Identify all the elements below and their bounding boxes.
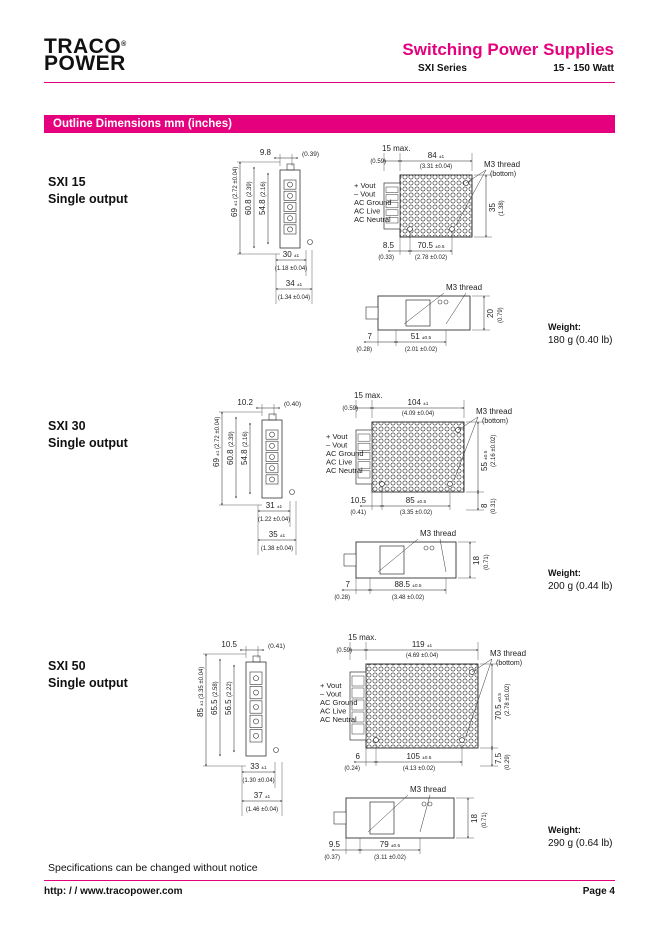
ground-screw-icon [274,748,279,753]
dimension-inch: (4.09 ±0.04) [401,411,435,417]
dimension-inch: (0.31) [491,498,497,514]
tolerance: ±1 [200,700,205,706]
dimension-value: 7 [345,580,350,589]
pin-label: + Vout [320,681,342,690]
tolerance: ±1 [423,402,429,407]
dimension-value: 84 ±1 [427,151,445,160]
dimension-inch: (1.46 ±0.04) [245,807,279,813]
side-body [356,542,456,578]
dimension-inch: (1.22 ±0.04) [257,517,291,523]
dimension-inch: (2.22) [227,681,233,697]
dimension-inch: (0.28) [356,347,372,353]
mounting-hole-icon [374,738,379,743]
ground-screw-icon [290,490,295,495]
pin-label: + Vout [354,181,376,190]
dimension-value: 69 ±1 [230,200,239,217]
pin-label: AC Ground [326,449,364,458]
dimension-value: 119 ±1 [411,640,433,649]
dimension-inch: (2.58) [213,681,219,697]
dimension-value: 34 ±1 [285,279,303,288]
dimension-value: 31 ±1 [265,501,283,510]
dimension-inch: (0.41) [350,510,366,516]
weight-value: 290 g (0.64 lb) [548,838,613,849]
section-title: Outline Dimensions mm (inches) [44,115,615,133]
tolerance: ±1 [279,534,286,539]
series-label: SXI Series [418,63,467,74]
dimension-value: 8.5 [382,241,394,250]
dimension-value: 54.8 [240,449,249,465]
dimension-inch: (0.71) [482,812,488,828]
tolerance: ±1 [234,200,239,206]
pin-label: + Vout [326,432,348,441]
dimension-inch: (1.38 ±0.04) [260,546,294,552]
dimension-value: 20 [486,309,495,318]
dimension-value: 104 ±1 [407,398,429,407]
dimension-value: 7.5 [494,752,503,764]
logo-line-1: TRACO [44,35,122,58]
dimension-value: 60.8 [226,449,235,465]
dimension-inch: (0.28) [334,595,350,601]
dimension-inch: (4.13 ±0.02) [402,766,436,772]
dimension-value: 10.2 [237,398,253,407]
mounting-hole-icon [380,482,385,487]
dimension-value: 9.8 [259,148,271,157]
dimension-inch: (0.59) [370,159,386,165]
pin-label: – Vout [354,189,376,199]
tolerance: ±0.5 [498,692,503,703]
dimension-value: 85 ±0.5 [405,496,427,505]
pin-label: – Vout [326,440,348,450]
thread-label: M3 thread [484,160,521,169]
dimension-value: 105 ±0.5 [406,752,432,761]
model-subtitle: Single output [48,192,128,206]
tolerance: ±1 [261,766,267,771]
dimension-value: 15 max. [382,144,411,153]
dimension-value: 79 ±0.5 [379,840,401,849]
thread-label: M3 thread [490,649,527,658]
dimension-inch: (3.11 ±0.02) [374,855,406,861]
top-cover [366,664,478,748]
thread-label: M3 thread [446,283,483,292]
wattage-range: 15 - 150 Watt [553,63,614,74]
dimension-inch: (1.30 ±0.04) [242,778,275,784]
dimension-inch: (2.39) [247,181,253,197]
tolerance: ±0.5 [422,756,432,761]
pin-label: AC Live [320,706,347,716]
dimension-value: 35 [488,203,497,212]
drawing-sxi50 [196,633,526,861]
model-name: SXI 15 [48,175,86,189]
front-tab [253,656,260,662]
drawing-sxi15 [230,144,520,353]
side-body [378,296,470,330]
website-link[interactable]: http: / / www.tracopower.com [44,886,183,897]
dimension-inch: (3.35 ±0.04) [199,666,205,699]
logo-line-2: POWER [44,52,126,75]
model-name: SXI 30 [48,419,86,433]
dimension-inch: (2.01 ±0.02) [404,347,438,353]
dimension-value: 51 ±0.5 [410,332,432,341]
dimension-inch: (2.16 ±0.02) [491,434,497,467]
thread-label: M3 thread [476,407,513,416]
dimension-inch: (1.34 ±0.04) [277,295,311,301]
dimension-inch: (0.59) [336,648,352,654]
dimension-inch: (2.16) [261,181,267,197]
dimension-value: 35 ±1 [268,530,286,539]
tolerance: ±1 [296,283,303,288]
dimension-inch: (0.40) [284,401,301,408]
footnote: Specifications can be changed without notice [48,862,258,874]
front-body [280,170,300,248]
dimension-inch: (0.71) [484,554,490,570]
dimension-value: 8 [480,503,489,508]
dimension-inch: (0.29) [505,754,511,770]
dimension-value: 10.5 [221,640,237,649]
dimension-inch: (3.35 ±0.02) [399,510,433,516]
dimension-value: 30 ±1 [282,250,300,259]
model-name: SXI 50 [48,659,86,673]
dimension-value: 37 ±1 [253,791,271,800]
mounting-hole-icon [408,227,413,232]
dimension-value: 70.5 ±0.5 [494,692,503,720]
side-connector [366,307,378,319]
pin-label: – Vout [320,689,342,699]
side-connector [334,812,346,824]
dimension-inch: (3.31 ±0.04) [419,164,453,170]
model-subtitle: Single output [48,436,128,450]
front-tab [287,164,294,170]
dimension-value: 54.8 [258,199,267,215]
dimension-inch: (2.16) [243,431,249,447]
dimension-inch: (0.59) [342,406,358,412]
dimension-value: 65.5 [210,699,219,715]
pin-label: AC Live [326,457,353,467]
dimension-inch: (0.37) [324,855,340,861]
tolerance: ±1 [264,795,271,800]
dimension-inch: (0.41) [268,643,285,650]
dimension-inch: (2.72 ±0.04) [233,166,239,199]
pin-label: AC Ground [320,698,358,707]
pin-label: AC Live [354,206,381,216]
dimension-value: 55 ±0.5 [480,450,489,471]
dimension-value: 85 ±1 [196,700,205,717]
tolerance: ±0.5 [484,450,489,460]
thread-label-sub: (bottom) [482,418,509,425]
dimension-inch: (2.39) [229,431,235,447]
dimension-value: 6 [355,752,360,761]
dimension-inch: (2.72 ±0.04) [215,416,221,449]
dimension-inch: (3.48 ±0.02) [391,595,425,601]
pin-label: AC Neutral [354,215,391,224]
tolerance: ±0.5 [416,500,427,505]
model-subtitle: Single output [48,676,128,690]
weight-label: Weight: [548,825,581,835]
thread-label: M3 thread [420,529,457,538]
weight-value: 180 g (0.40 lb) [548,335,613,346]
dimension-inch: (0.33) [378,255,394,261]
front-body [262,420,282,498]
tolerance: ±0.5 [390,844,401,849]
dimension-inch: (4.69 ±0.04) [405,653,439,659]
mounting-hole-icon [450,227,455,232]
dimension-value: 15 max. [354,391,383,400]
dimension-value: 33 ±1 [250,762,267,771]
weight-value: 200 g (0.44 lb) [548,581,613,592]
dimension-value: 10.5 [350,496,366,505]
pin-label: AC Neutral [326,466,363,475]
dimension-inch: (0.39) [302,151,319,158]
tolerance: ±0.5 [412,584,422,589]
page-title: Switching Power Supplies [402,40,614,59]
thread-label-sub: (bottom) [490,171,517,178]
footer-divider [44,880,615,881]
tolerance: ±1 [293,254,300,259]
tolerance: ±1 [426,644,433,649]
page-number: Page 4 [582,886,615,897]
dimension-inch: (1.38) [499,200,505,216]
thread-label: M3 thread [410,785,447,794]
pin-label: AC Ground [354,198,392,207]
mounting-hole-icon [448,482,453,487]
mounting-hole-icon [460,738,465,743]
dimension-value: 15 max. [348,633,377,642]
dimension-inch: (0.79) [498,307,504,323]
dimension-value: 7 [367,332,372,341]
dimension-value: 18 [472,556,481,565]
dimension-inch: (0.24) [344,766,360,772]
pin-label: AC Neutral [320,715,357,724]
tolerance: ±1 [276,505,283,510]
thread-label-sub: (bottom) [496,660,523,667]
logo-registered-mark: ® [121,41,127,48]
tolerance: ±0.5 [421,336,432,341]
dimension-value: 69 ±1 [212,450,221,467]
tolerance: ±0.5 [435,245,445,250]
side-connector [344,554,356,566]
dimension-value: 88.5 ±0.5 [394,580,422,589]
weight-label: Weight: [548,322,581,332]
dimension-inch: (2.78 ±0.02) [414,255,448,261]
dimension-inch: (2.78 ±0.02) [505,683,511,716]
dimension-value: 56.5 [224,699,233,715]
dimension-value: 9.5 [328,840,340,849]
tolerance: ±1 [438,155,445,160]
dimension-inch: (1.18 ±0.04) [274,266,308,272]
tolerance: ±1 [216,450,221,456]
front-tab [269,414,276,420]
ground-screw-icon [308,240,313,245]
dimension-value: 70.5 ±0.5 [417,241,445,250]
drawing-sxi30 [212,391,512,601]
side-body [346,798,454,838]
dimension-value: 60.8 [244,199,253,215]
dimension-value: 18 [470,814,479,823]
weight-label: Weight: [548,568,581,578]
